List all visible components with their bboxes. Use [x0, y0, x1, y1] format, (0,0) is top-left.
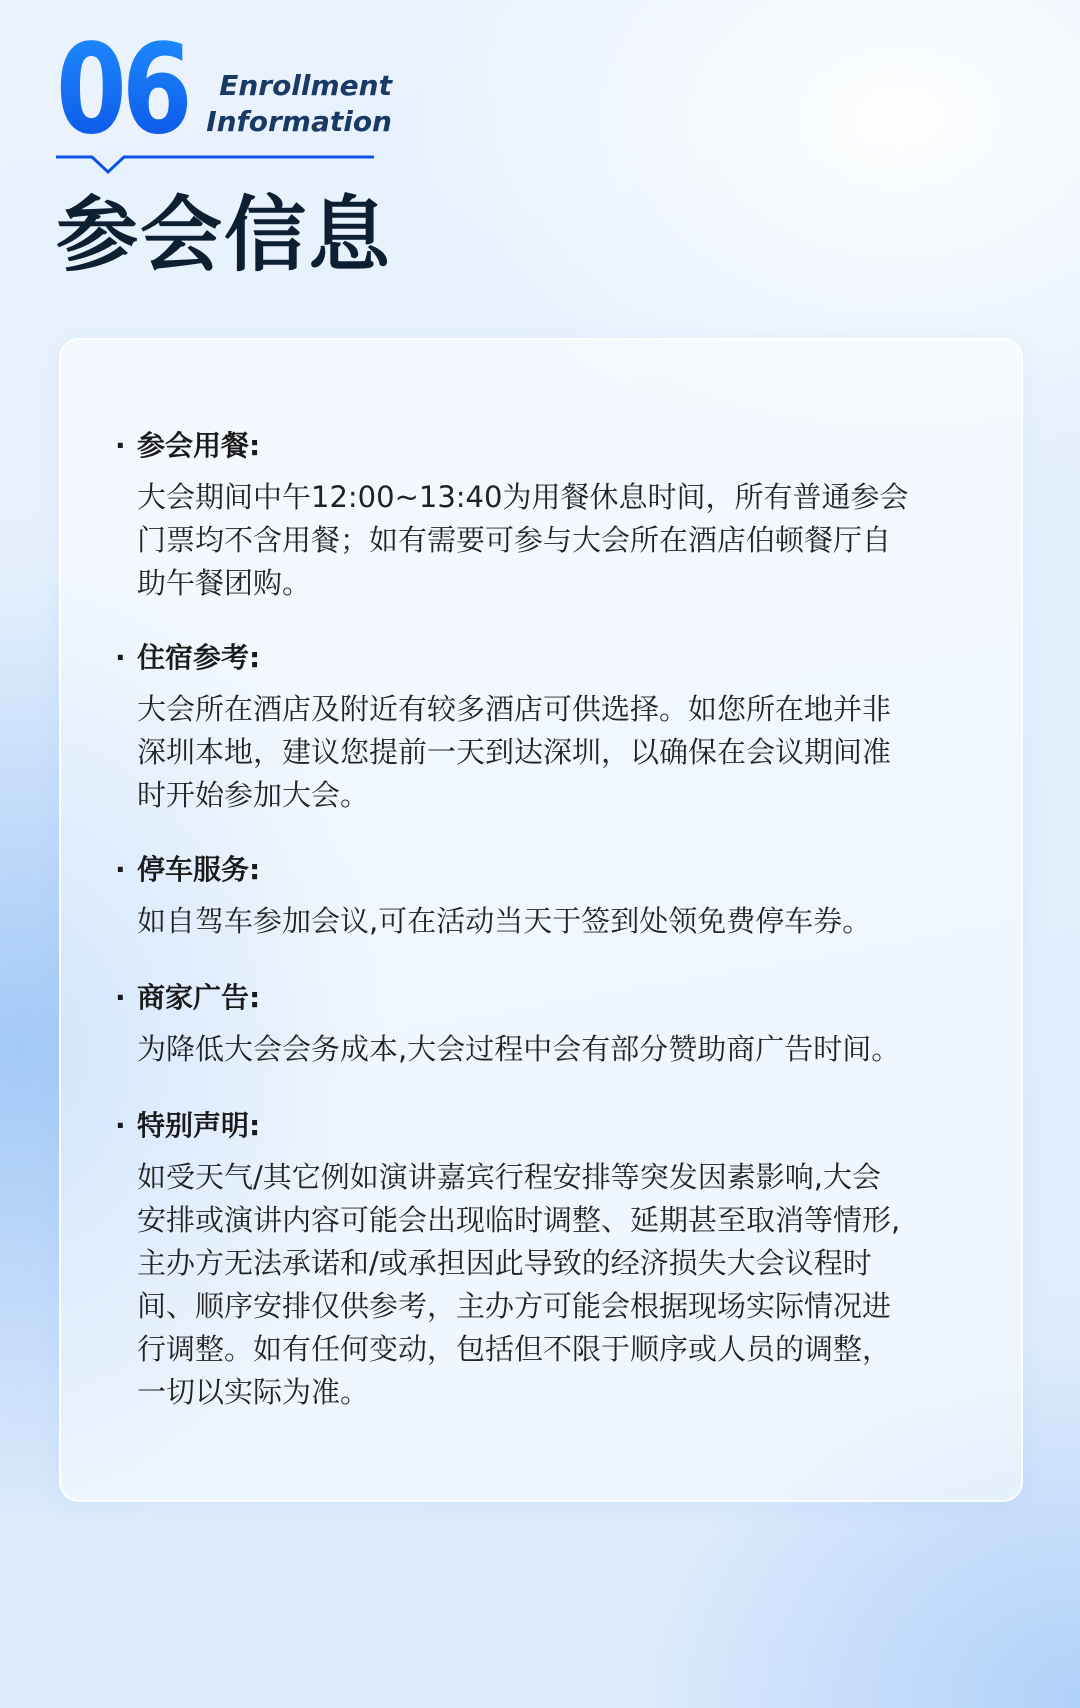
body-line: 为降低大会会务成本,大会过程中会有部分赞助商广告时间。 [137, 1032, 901, 1066]
section-title [115, 978, 260, 1018]
body-line: 深圳本地，建议您提前一天到达深圳，以确保在会议期间准 [137, 735, 892, 769]
section-body [137, 1156, 957, 1414]
section-body [137, 688, 957, 817]
divider-chevron-icon [56, 154, 374, 188]
bullet-dot: · [115, 1109, 126, 1142]
body-line: 大会期间中午12:00~13:40为用餐休息时间，所有普通参会 [137, 480, 909, 514]
section-title-text: 特别声明: [137, 1109, 261, 1142]
bullet-dot: · [115, 641, 126, 674]
section-header [56, 18, 396, 288]
body-line: 一切以实际为准。 [137, 1375, 370, 1409]
section-title [115, 638, 260, 678]
section-title [115, 426, 260, 466]
english-line-1: Enrollment [219, 69, 392, 102]
bullet-dot: · [115, 981, 126, 1014]
bullet-dot: · [115, 429, 126, 462]
bullet-dot: · [115, 853, 126, 886]
info-card [59, 338, 1023, 1502]
section-body [137, 1028, 957, 1071]
section-title-text: 停车服务: [137, 853, 261, 886]
section-body [137, 476, 957, 605]
body-line: 间、顺序安排仅供参考，主办方可能会根据现场实际情况进 [137, 1289, 892, 1323]
body-line: 如自驾车参加会议,可在活动当天于签到处领免费停车券。 [137, 904, 872, 938]
section-number: 06 [56, 18, 188, 162]
section-title [115, 850, 260, 890]
english-line-2: Information [206, 105, 392, 138]
section-title-text: 参会用餐: [137, 429, 261, 462]
english-subtitle [206, 68, 392, 140]
section-title [115, 1106, 260, 1146]
body-line: 大会所在酒店及附近有较多酒店可供选择。如您所在地并非 [137, 692, 892, 726]
body-line: 安排或演讲内容可能会出现临时调整、延期甚至取消等情形, [137, 1203, 901, 1237]
section-body [137, 900, 957, 943]
body-line: 如受天气/其它例如演讲嘉宾行程安排等突发因素影响,大会 [137, 1160, 881, 1194]
body-line: 行调整。如有任何变动，包括但不限于顺序或人员的调整， [137, 1332, 892, 1366]
section-title-text: 住宿参考: [137, 641, 261, 674]
body-line: 时开始参加大会。 [137, 778, 370, 812]
body-line: 助午餐团购。 [137, 566, 312, 600]
section-title-text: 商家广告: [137, 981, 261, 1014]
page-title: 参会信息 [56, 188, 393, 283]
body-line: 主办方无法承诺和/或承担因此导致的经济损失大会议程时 [137, 1246, 872, 1280]
body-line: 门票均不含用餐；如有需要可参与大会所在酒店伯顿餐厅自 [137, 523, 892, 557]
